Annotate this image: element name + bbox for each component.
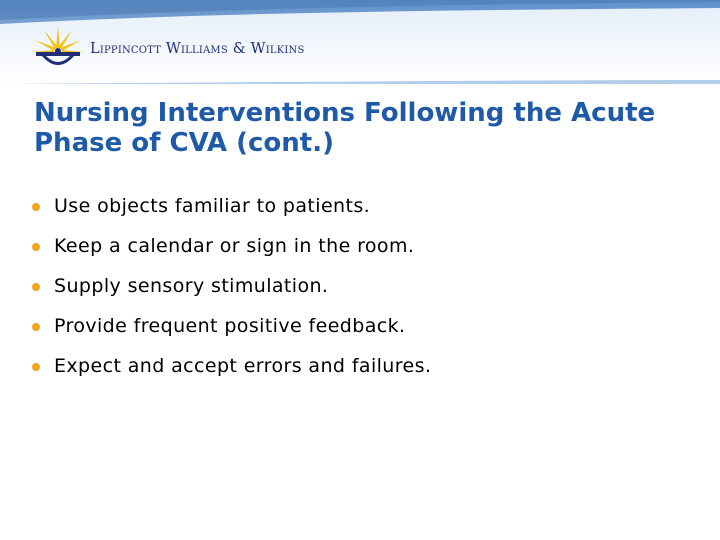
publisher-name: Lippincott Williams & Wilkins xyxy=(90,41,305,57)
bullet-text: Supply sensory stimulation. xyxy=(54,275,329,297)
bullet-text: Keep a calendar or sign in the room. xyxy=(54,235,415,257)
bullet-item xyxy=(32,306,431,346)
bullet-item xyxy=(32,186,431,226)
slide-title-line-2: Phase of CVA (cont.) xyxy=(34,128,334,158)
bullet-dot-icon xyxy=(32,363,40,371)
lww-sunburst-icon xyxy=(30,22,86,78)
slide-title xyxy=(34,98,714,158)
bullet-dot-icon xyxy=(32,323,40,331)
bullet-text: Expect and accept errors and failures. xyxy=(54,355,432,377)
bullet-text: Provide frequent positive feedback. xyxy=(54,315,406,337)
bullet-dot-icon xyxy=(32,243,40,251)
bullet-item xyxy=(32,226,431,266)
bullet-dot-icon xyxy=(32,283,40,291)
bullet-dot-icon xyxy=(32,203,40,211)
bullet-list xyxy=(32,186,431,386)
bullet-text: Use objects familiar to patients. xyxy=(54,195,371,217)
bullet-item xyxy=(32,266,431,306)
header-band xyxy=(0,0,720,90)
bullet-item xyxy=(32,346,431,386)
slide-title-line-1: Nursing Interventions Following the Acute xyxy=(34,98,656,128)
